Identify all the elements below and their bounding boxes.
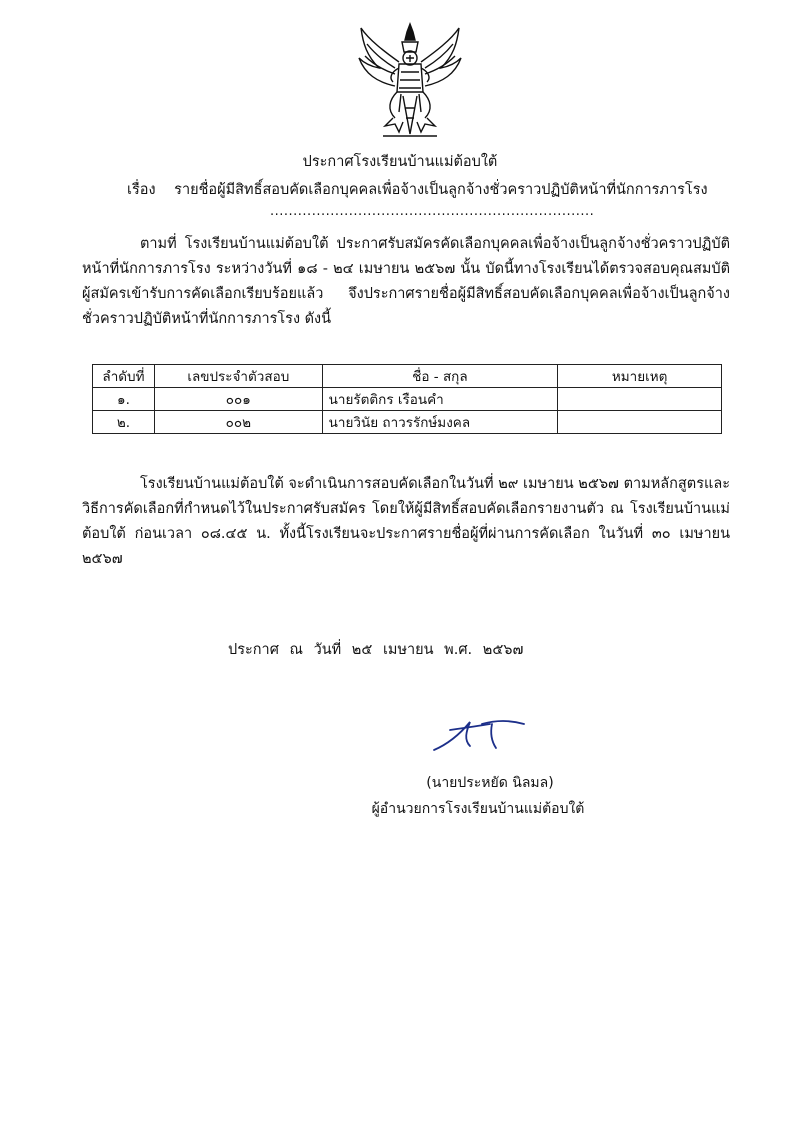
announcement-date: ประกาศ ณ วันที่ ๒๕ เมษายน พ.ศ. ๒๕๖๗: [228, 642, 524, 658]
cell-exam-id: ๐๐๒: [154, 411, 322, 434]
intro-paragraph-text: ตามที่ โรงเรียนบ้านแม่ต้อบใต้ ประกาศรับสมัครคัดเลือกบุคคลเพื่อจ้างเป็นลูกจ้างชั่วคราวปฏิบัติหน้าที่นักการภารโรง ระหว่างวันที่ ๑๘ - ๒๔ เมษายน ๒๕๖๗ นั้น บัดนี้ทางโรงเรียนได้ตรวจสอบคุณสมบัติผู้สมัครเข้ารับการคัดเลือกเรียบร้อยแล้ว จึงประกาศรายชื่อผู้มีสิทธิ์สอบคัดเลือกบุคคลเพื่อจ้างเป็นลูกจ้างชั่วคราวปฏิบัติหน้าที่นักการภารโรง ดังนี้: [82, 236, 730, 327]
separator-dots: ......................................................................: [270, 204, 595, 219]
handwritten-signature-icon: [430, 716, 530, 756]
table-header-row: [93, 365, 722, 388]
document-title: ประกาศโรงเรียนบ้านแม่ต้อบใต้: [302, 154, 498, 170]
subject-label: เรื่อง: [127, 182, 156, 198]
subject-line: [127, 178, 708, 201]
header-name: ชื่อ - สกุล: [322, 365, 558, 388]
subject-text: รายชื่อผู้มีสิทธิ์สอบคัดเลือกบุคคลเพื่อจ้างเป็นลูกจ้างชั่วคราวปฏิบัติหน้าที่นักการภารโรง: [174, 182, 708, 198]
header-exam-id: เลขประจำตัวสอบ: [154, 365, 322, 388]
candidate-table: [92, 364, 722, 434]
cell-order: ๑.: [93, 388, 155, 411]
cell-order: ๒.: [93, 411, 155, 434]
signer-position: ผู้อำนวยการโรงเรียนบ้านแม่ต้อบใต้: [371, 801, 585, 817]
table-row: [93, 411, 722, 434]
header-order: ลำดับที่: [93, 365, 155, 388]
cell-name: นายรัตติกร เรือนคำ: [322, 388, 558, 411]
cell-name: นายวินัย ถาวรรักษ์มงคล: [322, 411, 558, 434]
cell-note: [558, 388, 722, 411]
table-row: [93, 388, 722, 411]
exam-details-paragraph: [82, 472, 730, 572]
garuda-emblem-icon: [355, 22, 465, 140]
exam-details-paragraph-text: โรงเรียนบ้านแม่ต้อบใต้ จะดำเนินการสอบคัดเลือกในวันที่ ๒๙ เมษายน ๒๕๖๗ ตามหลักสูตรและวิธีการคัดเลือกที่กำหนดไว้ในประกาศรับสมัคร โดยให้ผู้มีสิทธิ์สอบคัดเลือกรายงานตัว ณ โรงเรียนบ้านแม่ต้อบใต้ ก่อนเวลา ๐๘.๔๕ น. ทั้งนี้โรงเรียนจะประกาศรายชื่อผู้ที่ผ่านการคัดเลือก ในวันที่ ๓๐ เมษายน ๒๕๖๗: [82, 476, 730, 567]
cell-exam-id: ๐๐๑: [154, 388, 322, 411]
header-note: หมายเหตุ: [558, 365, 722, 388]
cell-note: [558, 411, 722, 434]
intro-paragraph: [82, 232, 730, 332]
signer-name: (นายประหยัด นิลมล): [426, 775, 554, 791]
